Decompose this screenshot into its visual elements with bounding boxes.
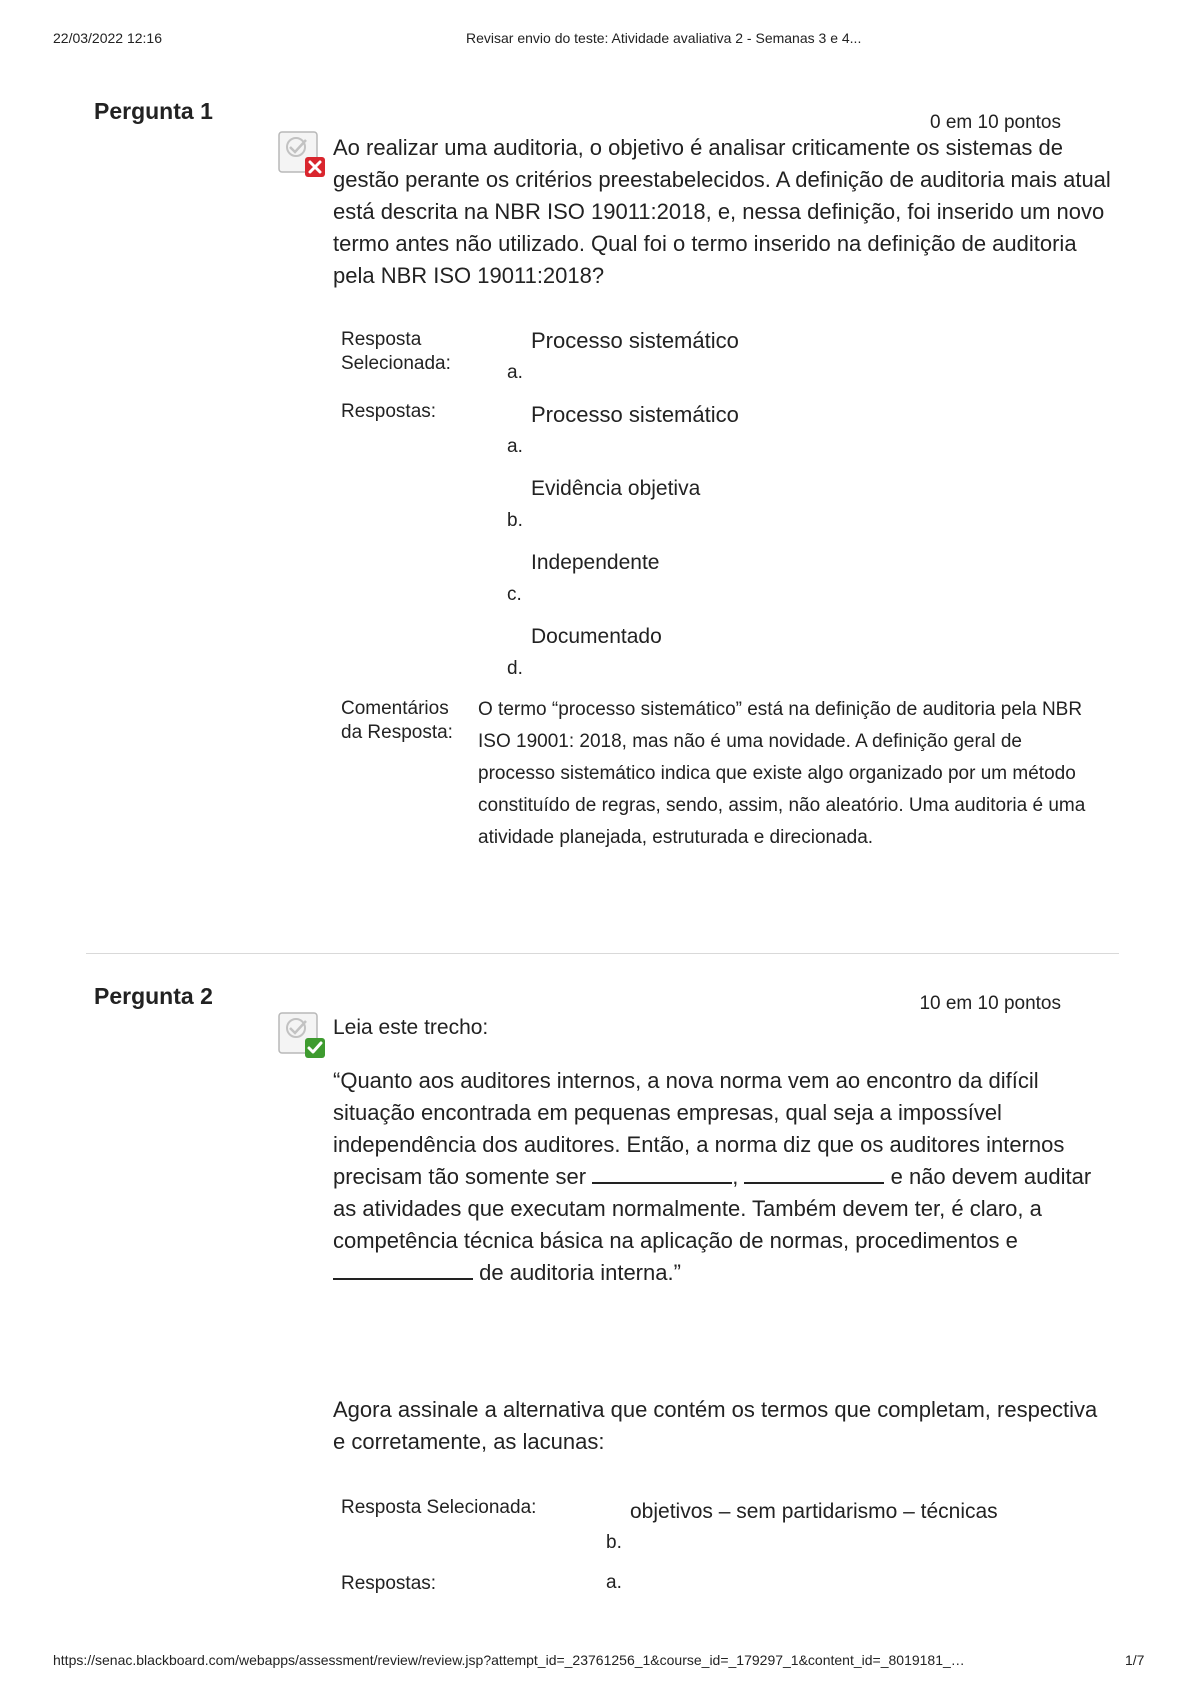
selected-answer-letter: b. bbox=[606, 1532, 622, 1553]
answer-comments-label: Comentários da Resposta: bbox=[341, 698, 453, 743]
answer-comments-text: O termo “processo sistemático” está na definição de auditoria pela NBR ISO 19001: 2018, mas não é uma novidade. A definição geral de processo sistemático indica que existe algo organizado por um método constituído de regras, sendo, assim, não aleatório. Uma auditoria é uma atividade planejada, estruturada e direcionada. bbox=[478, 699, 1086, 848]
selected-answer-label: Resposta Selecionada: bbox=[341, 1497, 537, 1518]
answers-label: Respostas: bbox=[341, 401, 437, 422]
page-number: 1/7 bbox=[1125, 1652, 1145, 1668]
selected-answer-label: Resposta Selecionada: bbox=[341, 329, 451, 374]
quote-part-2: e não devem auditar as atividades que executam normalmente. Também devem ter, é claro, a competência técnica básica na aplicação de normas, procedimentos e bbox=[333, 1164, 1092, 1253]
quote-separator: , bbox=[732, 1164, 739, 1189]
answer-option-letter: b. bbox=[507, 510, 523, 531]
answers-label: Respostas: bbox=[341, 1573, 437, 1594]
question-2-points: 10 em 10 pontos bbox=[919, 993, 1061, 1014]
question-1-text: Ao realizar uma auditoria, o objetivo é analisar criticamente os sistemas de gestão perante os critérios preestabelecidos. A definição de auditoria mais atual está descrita na NBR ISO 19011:2018, e, nessa definição, foi inserido um novo termo antes não utilizado. Qual foi o termo inserido na definição de auditoria pela NBR ISO 19011:2018? bbox=[333, 135, 1111, 288]
incorrect-icon bbox=[276, 130, 328, 182]
answer-option-letter: c. bbox=[507, 584, 522, 605]
quote-part-1: “Quanto aos auditores internos, a nova norma vem ao encontro da difícil situação encontrada em pequenas empresas, qual seja a impossível independência dos auditores. Então, a norma diz que os auditores internos precisam tão somente ser bbox=[333, 1068, 1065, 1189]
question-2-label: Pergunta 2 bbox=[94, 983, 213, 1009]
question-1-label: Pergunta 1 bbox=[94, 98, 213, 124]
question-divider bbox=[86, 953, 1119, 954]
selected-answer-text: Processo sistemático bbox=[531, 328, 739, 353]
answer-option-text: Documentado bbox=[531, 625, 662, 648]
page-url: https://senac.blackboard.com/webapps/assessment/review/review.jsp?attempt_id=_23761256_1&course_id=_179297_1&content_id=_8019181_… bbox=[53, 1652, 965, 1668]
answer-option-text: Independente bbox=[531, 551, 660, 574]
question-1-points: 0 em 10 pontos bbox=[930, 112, 1061, 133]
question-2-instruction: Agora assinale a alternativa que contém os termos que completam, respectiva e corretamente, as lacunas: bbox=[333, 1397, 1098, 1454]
question-2-intro: Leia este trecho: bbox=[333, 1016, 489, 1039]
answer-option-letter: a. bbox=[606, 1572, 622, 1593]
quote-blank-3 bbox=[333, 1258, 473, 1280]
quote-part-3: de auditoria interna.” bbox=[479, 1260, 681, 1285]
selected-answer-letter: a. bbox=[507, 362, 523, 383]
answer-option-letter: a. bbox=[507, 436, 523, 457]
page-title: Revisar envio do teste: Atividade avaliativa 2 - Semanas 3 e 4... bbox=[466, 30, 862, 46]
answer-option-letter: d. bbox=[507, 658, 523, 679]
correct-icon bbox=[276, 1011, 328, 1063]
selected-answer-text: objetivos – sem partidarismo – técnicas bbox=[630, 1500, 998, 1523]
answer-option-text: Processo sistemático bbox=[531, 402, 739, 427]
question-2-quote bbox=[333, 1065, 1113, 1289]
quote-blank-2 bbox=[744, 1162, 884, 1184]
print-date: 22/03/2022 12:16 bbox=[53, 30, 162, 46]
quote-blank-1 bbox=[592, 1162, 732, 1184]
answer-option-text: Evidência objetiva bbox=[531, 477, 701, 500]
